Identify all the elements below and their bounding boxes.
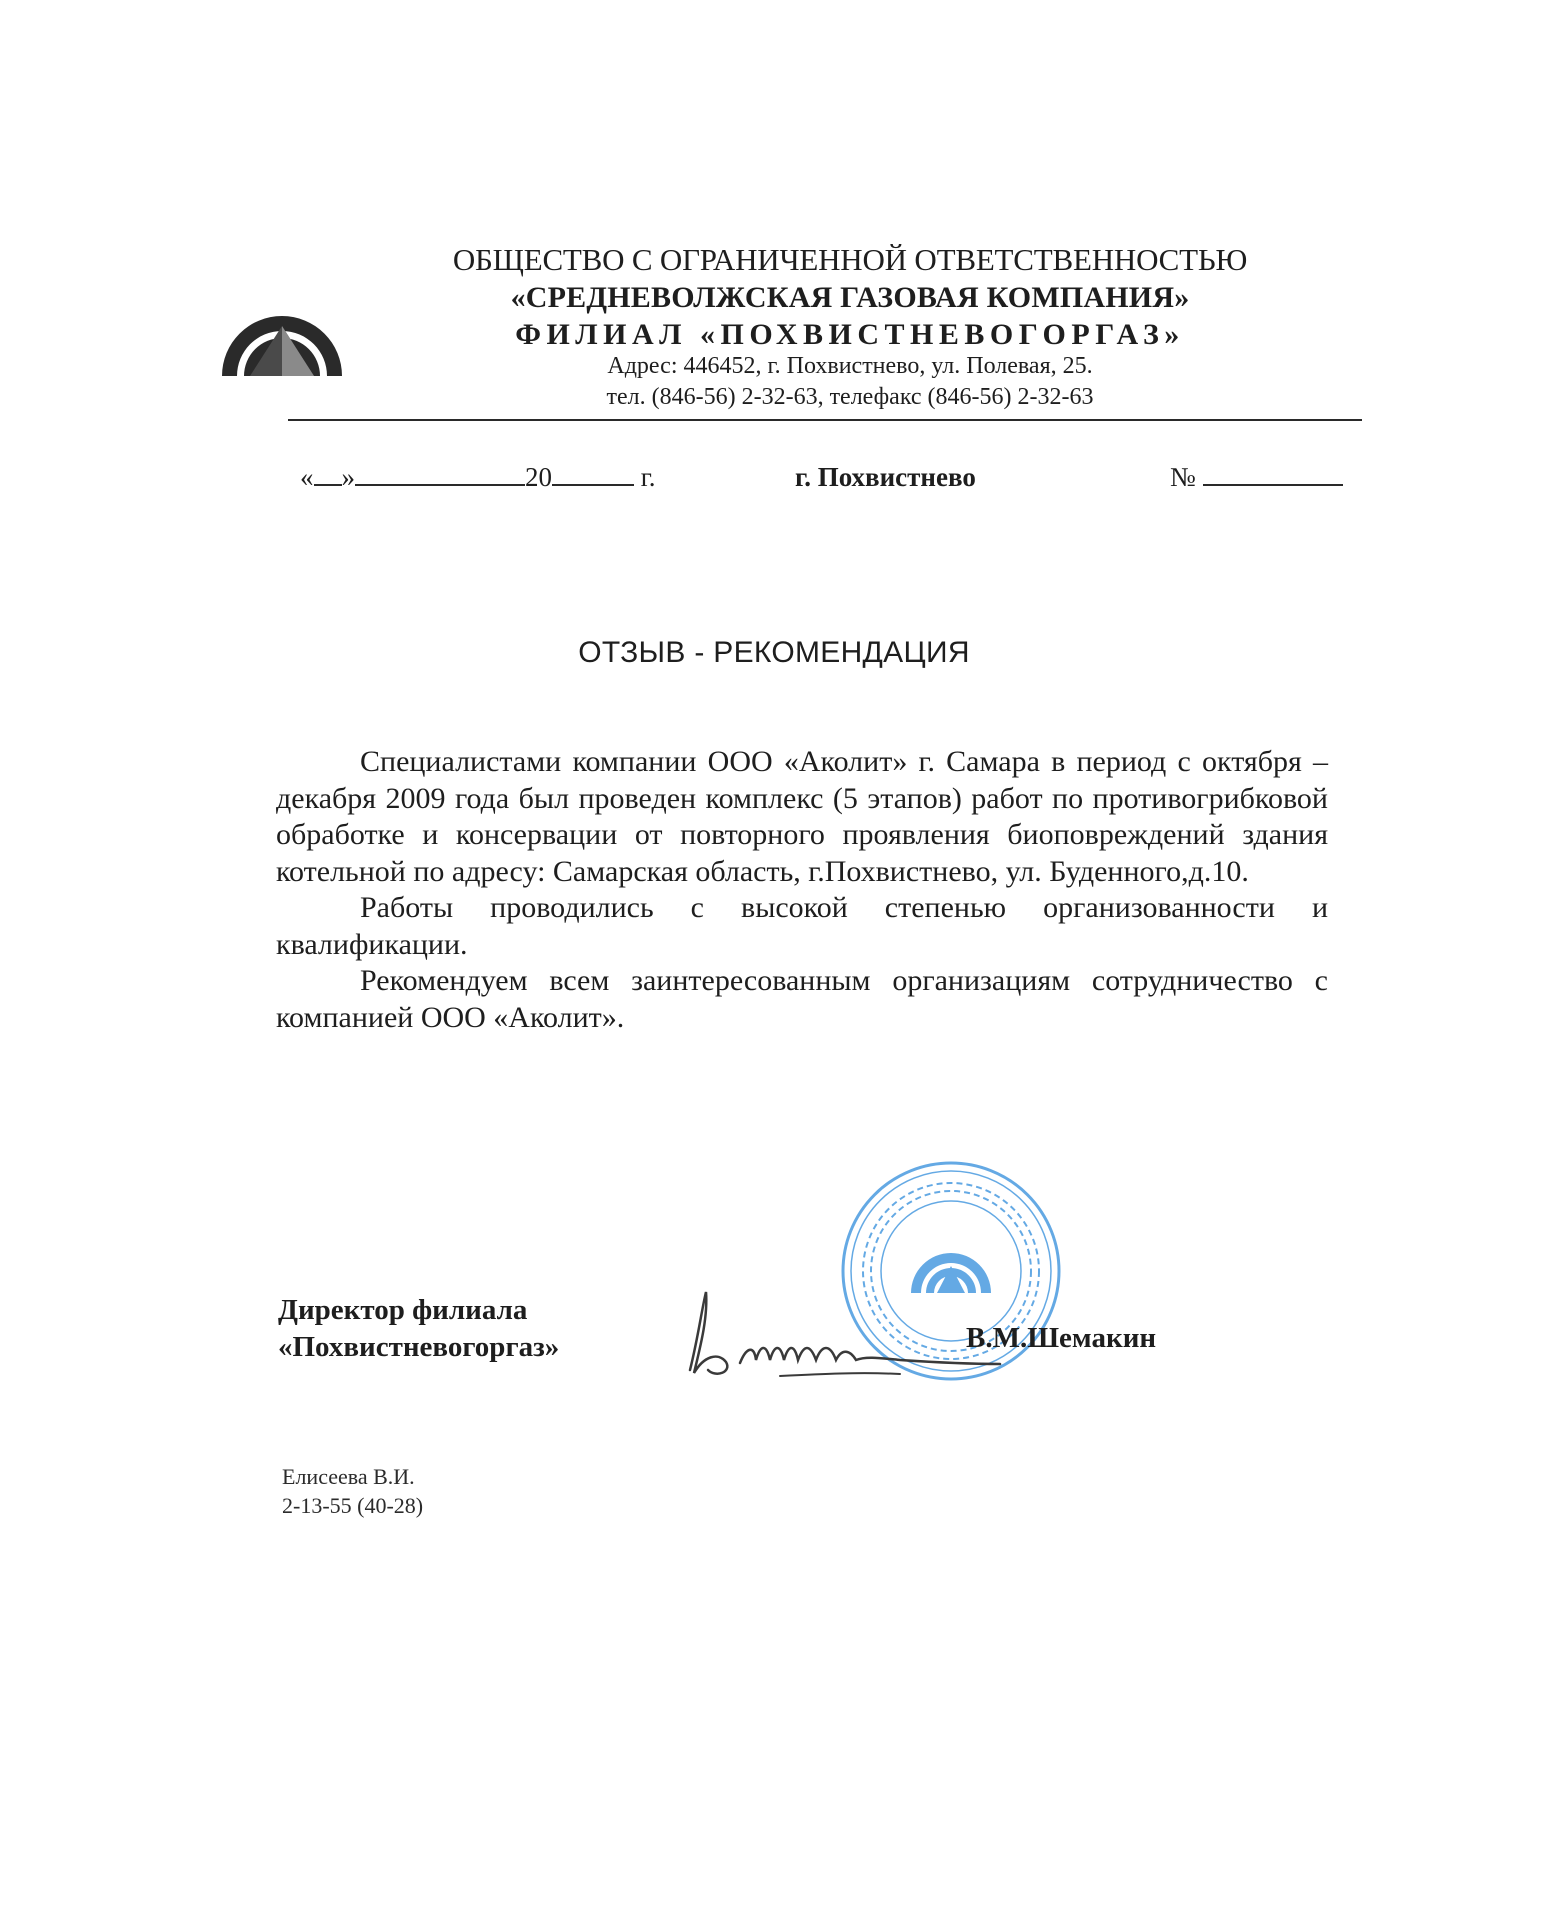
position-line1: Директор филиала: [278, 1294, 528, 1326]
company-phone: тел. (846-56) 2-32-63, телефакс (846-56) 2-32-63: [606, 384, 1094, 410]
branch-name: ФИЛИАЛ «ПОХВИСТНЕВОГОРГАЗ»: [515, 318, 1185, 351]
company-name: «СРЕДНЕВОЛЖСКАЯ ГАЗОВАЯ КОМПАНИЯ»: [510, 281, 1190, 314]
body-paragraph: Рекомендуем всем заинтересованным организациям сотрудничество с компанией ООО «Аколит».: [276, 964, 1328, 1034]
date-quote-open: «: [300, 462, 314, 492]
executor-info: [282, 1462, 423, 1520]
document-body: [276, 744, 1328, 1036]
city: г. Похвистнево: [795, 462, 976, 492]
day-blank: [314, 462, 342, 486]
company-logo-icon: [214, 256, 350, 382]
year-prefix: 20: [525, 462, 552, 492]
date-field: [300, 462, 656, 493]
company-address: Адрес: 446452, г. Похвистнево, ул. Полевая, 25.: [607, 353, 1093, 379]
executor-name: Елисеева В.И.: [282, 1464, 415, 1489]
org-type: ОБЩЕСТВО С ОГРАНИЧЕННОЙ ОТВЕТСТВЕННОСТЬЮ: [452, 242, 1248, 277]
year-suffix: г.: [640, 462, 656, 492]
body-paragraph: Работы проводились с высокой степенью организованности и квалификации.: [276, 891, 1328, 961]
body-paragraph: Специалистами компании ООО «Аколит» г. Самара в период с октября – декабря 2009 года был проведен комплекс (5 этапов) работ по противогрибковой обработке и консервации от повторного проявления биоповреждений здания котельной по адресу: Самарская область, г.Похвистнево, ул. Буденного,д.10.: [276, 745, 1328, 888]
date-quote-close: »: [341, 462, 355, 492]
year-blank: [552, 462, 634, 486]
doc-number-field: [1170, 462, 1343, 493]
signer-name: В.М.Шемакин: [966, 1322, 1157, 1354]
position-line2: «Похвистневогоргаз»: [278, 1331, 560, 1363]
month-blank: [355, 462, 525, 486]
number-blank: [1203, 462, 1343, 486]
letterhead-divider: [288, 419, 1362, 421]
executor-phone: 2-13-55 (40-28): [282, 1493, 424, 1518]
signer-position: [278, 1292, 559, 1366]
document-title: ОТЗЫВ - РЕКОМЕНДАЦИЯ: [578, 636, 970, 669]
number-label: №: [1170, 462, 1196, 492]
